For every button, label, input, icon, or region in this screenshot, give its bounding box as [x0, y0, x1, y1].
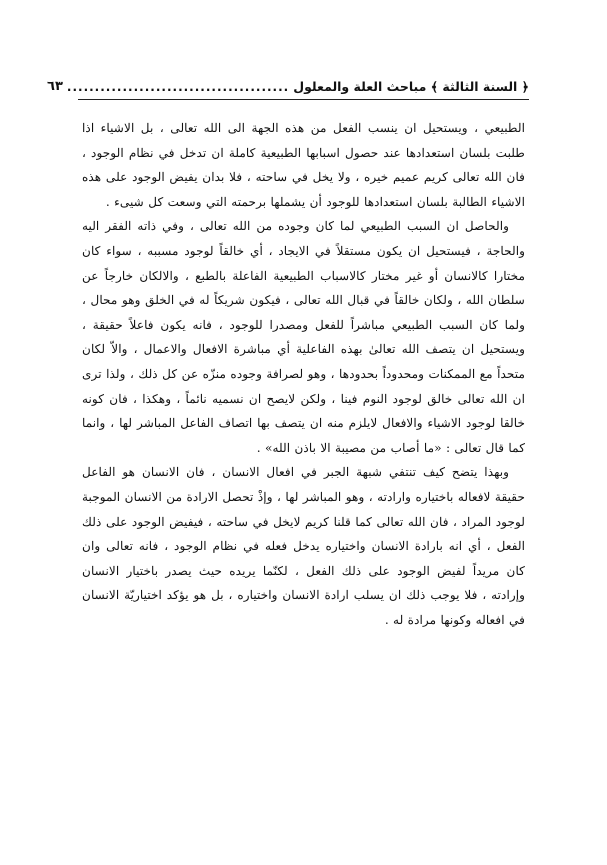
body-text	[82, 116, 525, 632]
paragraph-2: والحاصل ان السبب الطبيعي لما كان وجوده من الله تعالى ، وفي ذاته الفقر اليه والحاجة ، فيستحيل ان يكون مستقلاً في الايجاد ، أي خالقاً لوجود مسببه ، سواء كان مختارا كالانسان أو غير مختار كالاسباب الطبيعية الفاعلة بالطبع ، والالكان خارجاً عن سلطان الله ، ولكان خالقاً في قبال الله تعالى ، فيكون شريكاً له في الخلق وهو محال ، ولما كان السبب الطبيعي مباشراً للفعل ومصدرا للوجود ، فانه يكون فاعلاً حقيقة ، ويستحيل ان يتصف الله تعالىٰ بهذه الفاعلية أي مباشرة الافعال والاعمال ، والاّ لكان متحداً مع الممكنات ومحدوداً بحدودها ، وهو لصرافة وجوده منزّه عن كل ذلك ، ولذا ترى ان الله تعالى خالق لوجود النوم فينا ، ولكن لايصح ان نسميه نائماً ، وهكذا ، فان كونه خالقا لوجود الاشياء والافعال لايلزم منه ان يتصف بها اتصاف الفاعل المباشر لها ، وانما كما قال تعالى : «ما أصاب من مصيبة الا باذن الله» .	[82, 219, 525, 455]
paragraph-1: الطبيعي ، ويستحيل ان ينسب الفعل من هذه الجهة الى الله تعالى ، بل الاشياء اذا طلبت بلسان استعدادها عند حصول اسبابها الطبيعية كاملة ان تدخل في نظام الوجود ، فان الله تعالى كريم عميم خيره ، ولا يخل في ساحته ، فلا بدان يفيض الوجود على هذه الاشياء الطالبة بلسان استعدادها للوجود أن يشملها برحمته التي وسعت كل شيىء .	[82, 121, 525, 209]
header-rule	[78, 99, 529, 100]
paragraph-3: وبهذا يتضح كيف تنتفي شبهة الجبر في افعال الانسان ، فان الانسان هو الفاعل حقيقة لافعاله باختياره وارادته ، وهو المباشر لها ، وإذْ تحصل الارادة من الانسان الموجبة لوجود المراد ، فان الله تعالى كما قلنا كريم لايخل في ساحته ، فيفيض الوجود على ذلك الفعل ، أي انه بارادة الانسان واختياره يدخل فعله في نظام الوجود ، فانه تعالى وان كان مريداً لفيض الوجود على ذلك الفعل ، لكنّما يريده حيث يصدر باختيار الانسان وإرادته ، فلا يوجب ذلك ان يسلب ارادة الانسان واختياره ، بل هو يؤكد اختياريّة الانسان في افعاله وكونها مرادة له .	[82, 465, 525, 627]
page-number: ٦٣	[47, 79, 63, 94]
header-title: ﴿ السنة الثالثة ﴾ مباحث العلة والمعلول	[293, 79, 529, 94]
running-header	[47, 70, 529, 94]
header-dot-leader: ........................................	[66, 80, 290, 94]
